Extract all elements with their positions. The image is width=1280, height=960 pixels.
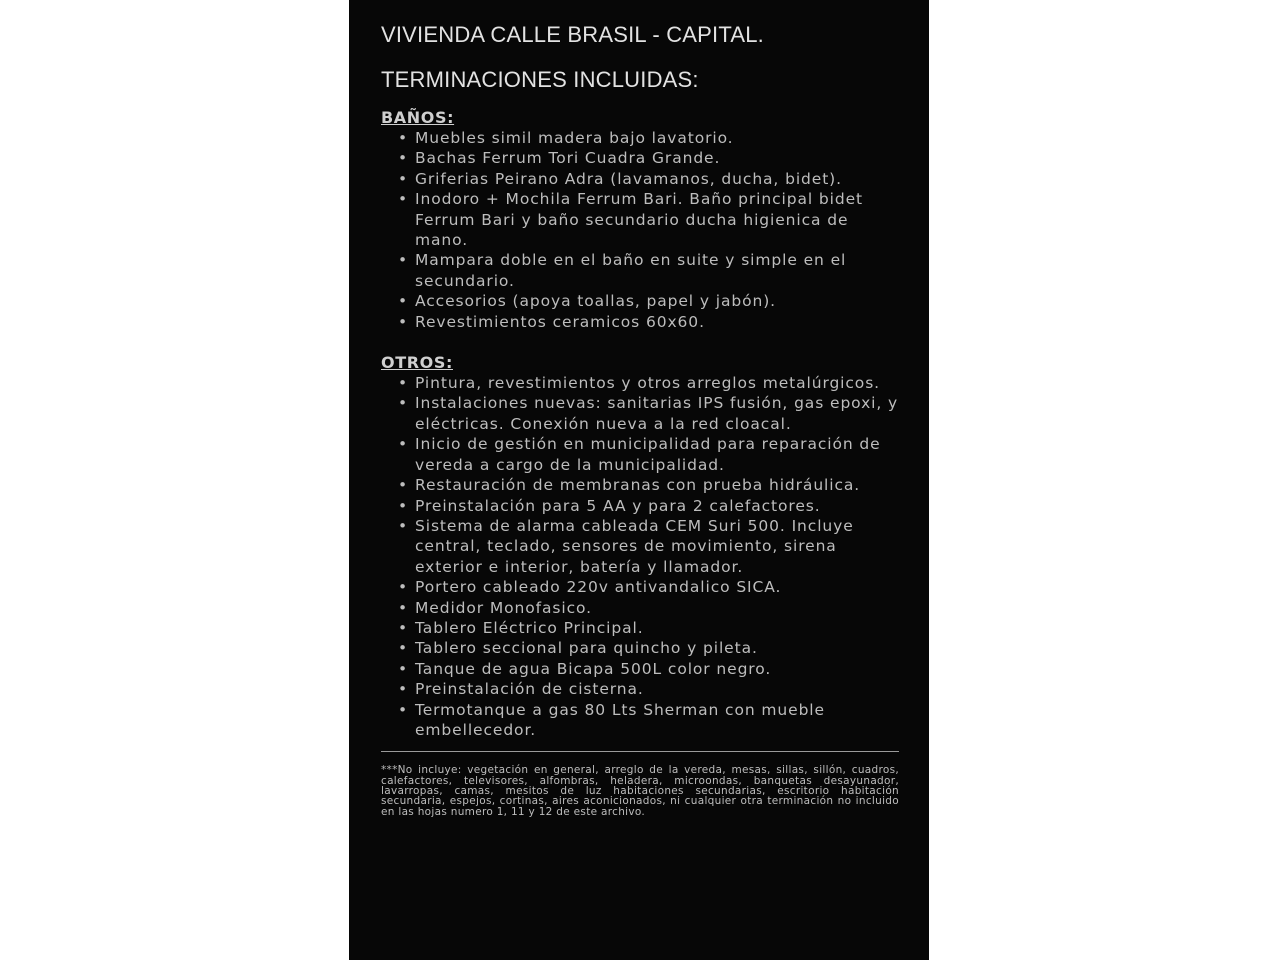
list-item: • Medidor Monofasico.	[415, 598, 899, 618]
list-item: • Portero cableado 220v antivandalico SICA.	[415, 577, 899, 597]
list-item: • Bachas Ferrum Tori Cuadra Grande.	[415, 148, 899, 168]
footnote: ***No incluye: vegetación en general, arreglo de la vereda, mesas, sillas, sillón, cuadros, calefactores, televisores, alfombras, heladera, microondas, banquetas desayunador, lavarropas, camas, mesitos de luz habitaciones secundarias, escritorio habitación secundaria, espejos, cortinas, aires aconicionados, ni cualquier otra terminación no incluido en las hojas numero 1, 11 y 12 de este archivo.	[381, 764, 899, 818]
divider	[381, 751, 899, 752]
list-item: • Preinstalación para 5 AA y para 2 calefactores.	[415, 496, 899, 516]
document-title: VIVIENDA CALLE BRASIL - CAPITAL.	[381, 22, 764, 47]
list-item: • Tanque de agua Bicapa 500L color negro.	[415, 659, 899, 679]
list-item: • Inodoro + Mochila Ferrum Bari. Baño principal bidet Ferrum Bari y baño secundario ducha higienica de mano.	[415, 189, 899, 250]
document-subtitle: TERMINACIONES INCLUIDAS:	[381, 67, 699, 92]
list-item: • Tablero seccional para quincho y pileta.	[415, 638, 899, 658]
section-otros	[381, 332, 899, 740]
list-item: • Instalaciones nuevas: sanitarias IPS fusión, gas epoxi, y eléctricas. Conexión nueva a la red cloacal.	[415, 393, 899, 434]
section-banos	[381, 97, 899, 332]
list-item: • Sistema de alarma cableada CEM Suri 500. Incluye central, teclado, sensores de movimiento, sirena exterior e interior, batería y llamador.	[415, 516, 899, 577]
list-item: • Pintura, revestimientos y otros arreglos metalúrgicos.	[415, 373, 899, 393]
list-item: • Restauración de membranas con prueba hidráulica.	[415, 475, 899, 495]
list-item: • Muebles simil madera bajo lavatorio.	[415, 128, 899, 148]
list-banos	[381, 128, 899, 332]
list-item: • Preinstalación de cisterna.	[415, 679, 899, 699]
section-heading-otros: OTROS:	[381, 353, 453, 373]
list-item: • Termotanque a gas 80 Lts Sherman con mueble embellecedor.	[415, 700, 899, 741]
list-item: • Accesorios (apoya toallas, papel y jabón).	[415, 291, 899, 311]
list-item: • Revestimientos ceramicos 60x60.	[415, 312, 899, 332]
list-item: • Mampara doble en el baño en suite y simple en el secundario.	[415, 250, 899, 291]
list-item: • Tablero Eléctrico Principal.	[415, 618, 899, 638]
document-panel	[349, 0, 929, 960]
section-heading-banos: BAÑOS:	[381, 108, 455, 127]
list-item: • Inicio de gestión en municipalidad para reparación de vereda a cargo de la municipalidad.	[415, 434, 899, 475]
list-item: • Griferias Peirano Adra (lavamanos, ducha, bidet).	[415, 169, 899, 189]
list-otros	[381, 373, 899, 740]
